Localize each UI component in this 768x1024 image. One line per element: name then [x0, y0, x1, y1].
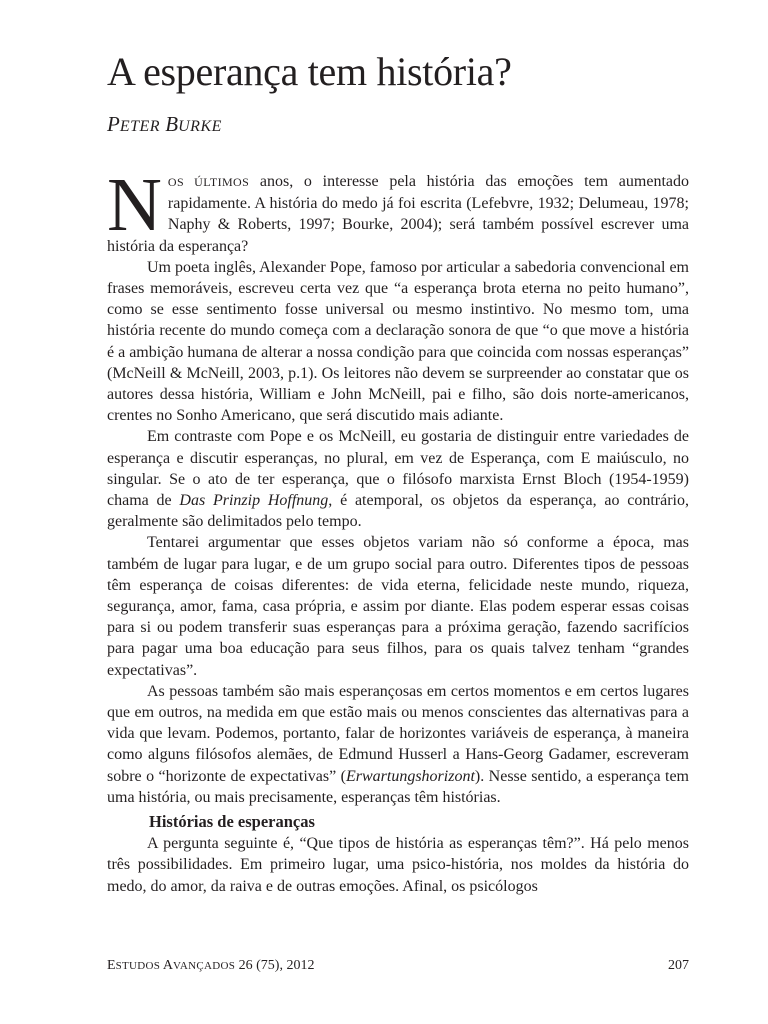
article-title: A esperança tem história?	[107, 49, 512, 94]
author-first-rest: ETER	[119, 118, 161, 135]
paragraph-3-text-b: , é atemporal, os objetos da esperança, ao contrário, geralmente são delimitados pelo tempo.	[107, 492, 690, 531]
section-heading: Histórias de esperanças	[149, 812, 315, 832]
paragraph-5-text-a: As pessoas também são mais esperançosas em certos momentos e em certos lugares que em outros, na medida em que estão mais ou menos conscientes das alternativas para a vida que levam. Podemos, portanto, falar de horizontes variáveis de esperança, à maneira como alguns filósofos alemães, de Edmund Husserl a Hans-Georg Gadamer, escreveram sobre o “horizonte de expectativas” (	[107, 682, 689, 785]
page-footer	[107, 956, 689, 976]
paragraph-5	[107, 681, 689, 808]
author-last-initial: B	[165, 112, 179, 136]
author-first-initial: P	[107, 112, 120, 136]
paragraph-3	[107, 426, 689, 532]
journal-rest-1: STUDOS	[115, 960, 161, 972]
page-number: 207	[668, 958, 689, 973]
term-italic: Erwartungshorizont	[345, 767, 475, 785]
paragraph-2: Um poeta inglês, Alexander Pope, famoso por articular a sabedoria convencional em frases memoráveis, escreveu certa vez que “a esperança brota eterna no peito humano”, como se esse sentimento fosse universal ou mesmo instintivo. No mesmo tom, uma história recente do mundo começa com a declaração sonora de que “o que move a história é a ambição humana de alterar a nossa condição para que coincida com nossas esperanças” (McNeill & McNeill, 2003, p.1). Os leitores não devem se surpreender ao constatar que os autores dessa história, William e John McNeill, pai e filho, são dois norte-americanos, crentes no Sonho Americano, que será discutido mais adiante.	[107, 258, 689, 425]
journal-issue: 26 (75), 2012	[235, 958, 315, 973]
paragraph-4: Tentarei argumentar que esses objetos variam não só conforme a época, mas também de lugar para lugar, e de um grupo social para outro. Diferentes tipos de pessoas têm esperança de coisas diferentes: de vida eterna, felicidade neste mundo, riqueza, segurança, amor, fama, casa própria, e assim por diante. Elas podem esperar essas coisas para si ou podem transferir suas esperanças para a próxima geração, fazendo sacrifícios para pagar uma boa educação para seus filhos, para os quais talvez tenham “grandes expectativas”.	[107, 534, 689, 679]
paragraph-1	[107, 163, 689, 257]
journal-initial-2: A	[162, 958, 174, 973]
journal-name	[107, 958, 314, 973]
article-author	[107, 110, 222, 141]
paragraph-5-text-b: ). Nesse sentido, a esperança tem uma história, ou mais precisamente, esperanças têm histórias.	[107, 767, 689, 806]
paragraph-1-text: anos, o interesse pela história das emoções tem aumentado rapidamente. A história do medo já foi escrita (Lefebvre, 1932; Delumeau, 1978; Naphy & Roberts, 1997; Bourke, 2004); será também possível escrever uma história da esperança?	[107, 173, 689, 255]
paragraph-6: A pergunta seguinte é, “Que tipos de história as esperanças têm?”. Há pelo menos três possibilidades. Em primeiro lugar, uma psico-história, nos moldes da história do medo, do amor, da raiva e de outras emoções. Afinal, os psicólogos	[107, 835, 689, 895]
journal-initial-1: E	[107, 958, 116, 973]
drop-cap: N	[107, 163, 162, 247]
author-last-rest: URKE	[178, 118, 222, 135]
paragraph-3-text-a: Em contraste com Pope e os McNeill, eu gostaria de distinguir entre variedades de esperança e discutir esperanças, no plural, em vez de Esperança, com E maiúsculo, no singular. Se o ato de ter esperança, que o filósofo marxista Ernst Bloch (1954-1959) chama de	[107, 428, 689, 510]
journal-rest-2: VANÇADOS	[173, 960, 236, 972]
book-title-italic: Das Prinzip Hoffnung	[179, 492, 329, 510]
article-body	[107, 163, 690, 897]
lead-in-smallcaps: OS ÚLTIMOS	[167, 175, 250, 189]
